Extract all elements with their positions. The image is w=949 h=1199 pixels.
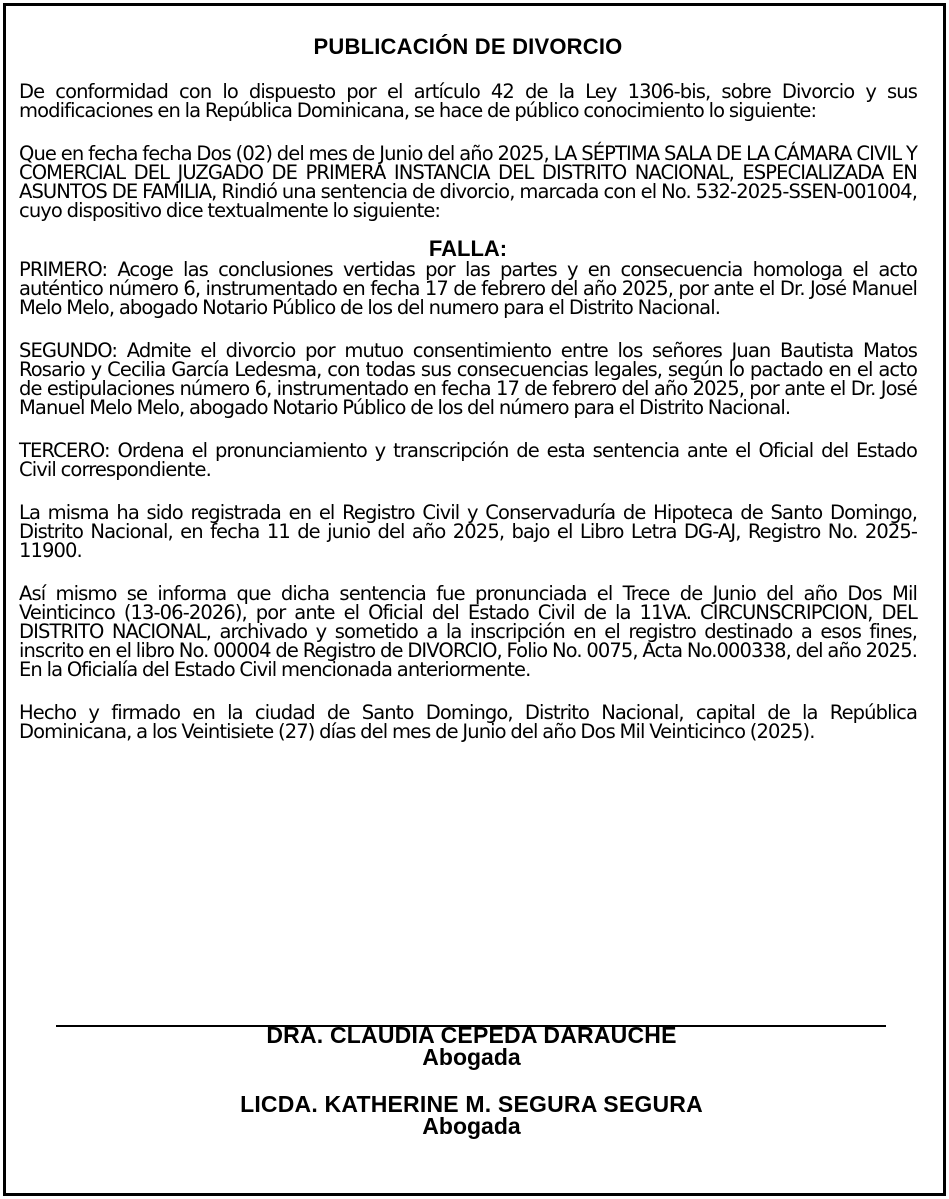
primero-paragraph: PRIMERO: Acoge las conclusiones vertidas por las partes y en consecuencia homologa el acto auténtico número 6, instrumentado en fecha 17 de febrero del año 2025, por ante el Dr. José Manuel Melo Melo, abogado Notario Público de los del numero para el Distrito Nacional. bbox=[19, 258, 917, 319]
tercero-paragraph: TERCERO: Ordena el pronunciamiento y transcripción de esta sentencia ante el Oficial del Estado Civil correspondiente. bbox=[19, 439, 917, 481]
signatory-block-1 bbox=[19, 1024, 924, 1068]
signatory-name: LICDA. KATHERINE M. SEGURA SEGURA bbox=[240, 1091, 703, 1117]
registro-paragraph: La misma ha sido registrada en el Registro Civil y Conservaduría de Hipoteca de Santo Domingo, Distrito Nacional, en fecha 11 de junio del año 2025, bajo el Libro Letra DG-AJ, Registro No. 2025-11900. bbox=[19, 501, 917, 562]
pronunciada-paragraph: Así mismo se informa que dicha sentencia fue pronunciada el Trece de Junio del año Dos Mil Veinticinco (13-06-2026), por ante el Oficial del Estado Civil de la 11VA. CIRCUNSCRIPCION, DEL DISTRITO NACIONAL, archivado y sometido a la inscripción en el registro destinado a esos fines, inscrito en el libro No. 00004 de Registro de DIVORCIO, Folio No. 0075, Acta No.000338, del año 2025. En la Oficialía del Estado Civil mencionada anteriormente. bbox=[19, 582, 917, 681]
signatory-role: Abogada bbox=[422, 1044, 521, 1070]
notice-body bbox=[19, 34, 917, 765]
signatory-name: DRA. CLAUDIA CEPEDA DARAUCHE bbox=[266, 1022, 677, 1048]
notice-title: PUBLICACIÓN DE DIVORCIO bbox=[313, 34, 623, 59]
falla-heading: FALLA: bbox=[428, 236, 508, 261]
signatory-role: Abogada bbox=[422, 1113, 521, 1139]
segundo-paragraph: SEGUNDO: Admite el divorcio por mutuo consentimiento entre los señores Juan Bautista Matos Rosario y Cecilia García Ledesma, con todas sus consecuencias legales, según lo pactado en el acto de estipulaciones número 6, instrumentado en fecha 17 de febrero del año 2025, por ante el Dr. José Manuel Melo Melo, abogado Notario Público de los del número para el Distrito Nacional. bbox=[19, 339, 917, 419]
intro-paragraph: De conformidad con lo dispuesto por el artículo 42 de la Ley 1306-bis, sobre Divorcio y sus modificaciones en la República Dominicana, se hace de público conocimiento lo siguiente: bbox=[19, 80, 917, 122]
background-paragraph: Que en fecha fecha Dos (02) del mes de Junio del año 2025, LA SÉPTIMA SALA DE LA CÁMARA CIVIL Y COMERCIAL DEL JUZGADO DE PRIMERA INSTANCIA DEL DISTRITO NACIONAL, ESPECIALIZADA EN ASUNTOS DE FAMILIA, Rindió una sentencia de divorcio, marcada con el No. 532-2025-SSEN-001004, cuyo dispositivo dice textualmente lo siguiente: bbox=[19, 142, 917, 222]
firmado-paragraph: Hecho y firmado en la ciudad de Santo Domingo, Distrito Nacional, capital de la República Dominicana, a los Veintisiete (27) días del mes de Junio del año Dos Mil Veinticinco (2025). bbox=[19, 701, 917, 743]
signatory-block-2 bbox=[19, 1093, 924, 1137]
